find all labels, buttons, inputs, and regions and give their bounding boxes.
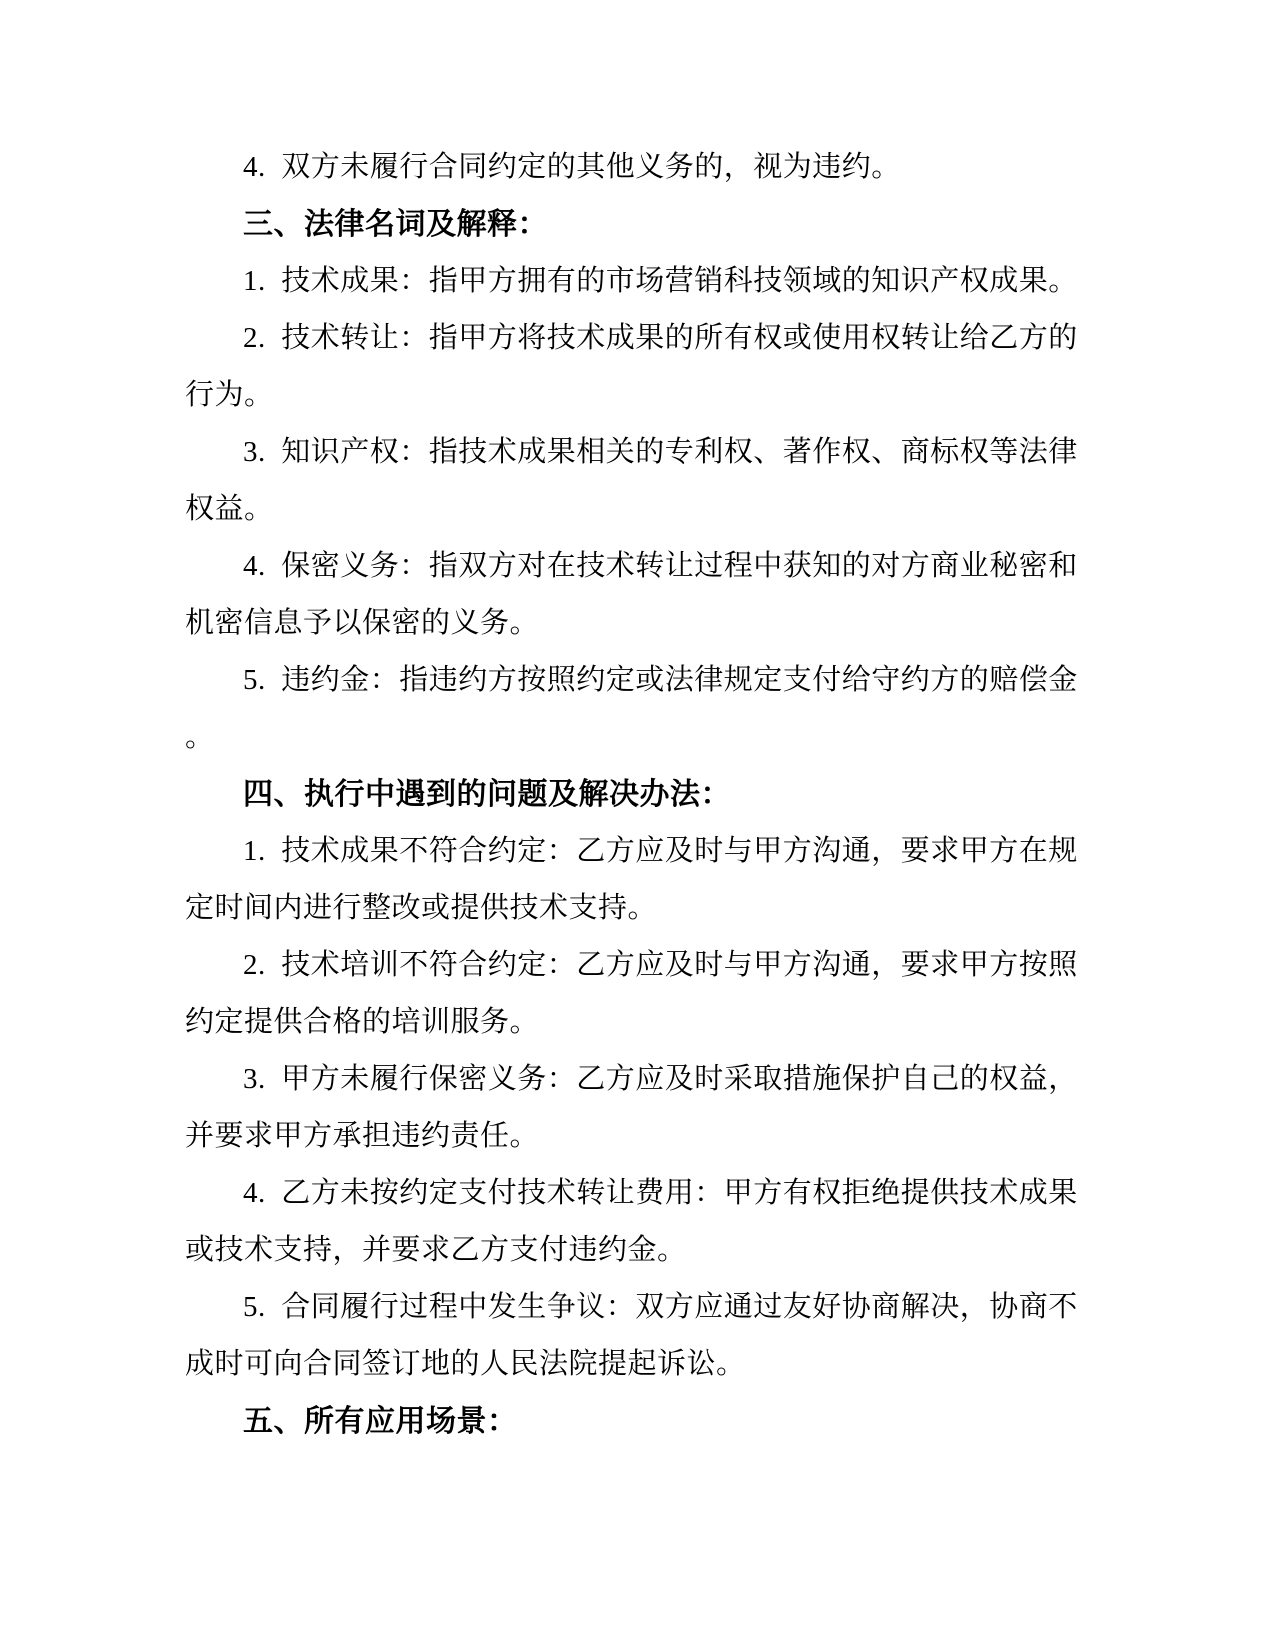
contract-line: 4. 乙方未按约定支付技术转让费用：甲方有权拒绝提供技术成果 [243, 1177, 1078, 1209]
contract-line: 1. 技术成果不符合约定：乙方应及时与甲方沟通，要求甲方在规 [243, 835, 1078, 867]
contract-line: 2. 技术培训不符合约定：乙方应及时与甲方沟通，要求甲方按照 [243, 949, 1078, 981]
contract-text-block [185, 139, 1090, 1450]
section-heading: 三、法律名词及解释： [243, 208, 548, 241]
section-heading: 五、所有应用场景： [243, 1405, 518, 1438]
contract-line: 5. 合同履行过程中发生争议：双方应通过友好协商解决，协商不 [243, 1291, 1078, 1323]
contract-line: 并要求甲方承担违约责任。 [185, 1120, 540, 1152]
contract-line: 1. 技术成果：指甲方拥有的市场营销科技领域的知识产权成果。 [243, 265, 1078, 297]
contract-line: 3. 甲方未履行保密义务：乙方应及时采取措施保护自己的权益， [243, 1063, 1078, 1095]
contract-line: 约定提供合格的培训服务。 [185, 1006, 540, 1038]
contract-line: 5. 违约金：指违约方按照约定或法律规定支付给守约方的赔偿金 [243, 664, 1078, 696]
contract-line: 3. 知识产权：指技术成果相关的专利权、著作权、商标权等法律 [243, 436, 1078, 468]
contract-line: 权益。 [185, 493, 274, 525]
contract-line: 行为。 [185, 379, 274, 411]
section-heading: 四、执行中遇到的问题及解决办法： [243, 778, 731, 811]
contract-line: 。 [185, 721, 215, 753]
contract-line: 4. 保密义务：指双方对在技术转让过程中获知的对方商业秘密和 [243, 550, 1078, 582]
contract-line: 4. 双方未履行合同约定的其他义务的，视为违约。 [243, 151, 901, 183]
contract-line: 2. 技术转让：指甲方将技术成果的所有权或使用权转让给乙方的 [243, 322, 1078, 354]
contract-line: 机密信息予以保密的义务。 [185, 607, 540, 639]
contract-line: 或技术支持，并要求乙方支付违约金。 [185, 1234, 687, 1266]
contract-line: 定时间内进行整改或提供技术支持。 [185, 892, 658, 924]
contract-line: 成时可向合同签订地的人民法院提起诉讼。 [185, 1348, 746, 1380]
